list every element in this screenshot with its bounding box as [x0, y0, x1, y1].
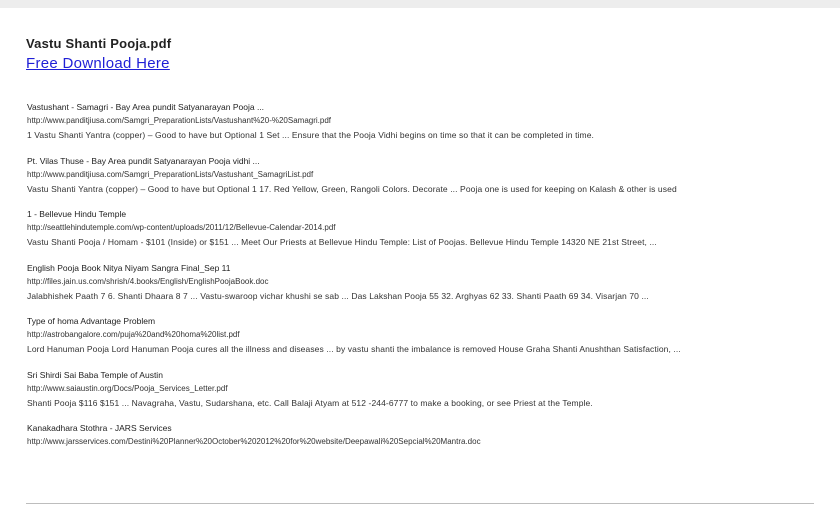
top-strip — [0, 0, 840, 8]
result-title[interactable]: English Pooja Book Nitya Niyam Sangra Final_Sep 11 — [27, 262, 231, 273]
result-title[interactable]: Kanakadhara Stothra - JARS Services — [27, 423, 172, 433]
result-snippet: Jalabhishek Paath 7 6. Shanti Dhaara 8 7 ... Vastu-swaroop vichar khushi se sab ... Das Lakshan Pooja 55 32. Arghyas 62 33. Shanti Paath 69 34. Visarjan 70 ... — [27, 290, 649, 301]
result-item — [27, 423, 817, 447]
result-url[interactable]: http://files.jain.us.com/shrish/4.books/English/EnglishPoojaBook.doc — [27, 276, 269, 286]
result-item — [27, 102, 817, 141]
free-download-link[interactable]: Free Download Here — [26, 55, 170, 72]
result-title[interactable]: Sri Shirdi Sai Baba Temple of Austin — [27, 369, 163, 380]
result-snippet: Lord Hanuman Pooja Lord Hanuman Pooja cures all the illness and diseases ... by vastu shanti the imbalance is removed House Graha Shanti Anushthan Satisfaction, ... — [27, 344, 681, 354]
result-url[interactable]: http://astrobangalore.com/puja%20and%20homa%20list.pdf — [27, 330, 240, 339]
document-title: Vastu Shanti Pooja.pdf — [26, 36, 172, 51]
page-divider — [26, 503, 814, 504]
result-title[interactable]: 1 - Bellevue Hindu Temple — [27, 209, 127, 219]
result-title[interactable]: Pt. Vilas Thuse - Bay Area pundit Satyanarayan Pooja vidhi ... — [27, 155, 260, 166]
search-results-list — [27, 102, 817, 462]
result-url[interactable]: http://www.panditjiusa.com/Samgri_PreparationLists/Vastushant%20-%20Samagri.pdf — [27, 116, 332, 125]
result-url[interactable]: http://seattlehindutemple.com/wp-content/uploads/2011/12/Bellevue-Calendar-2014.pdf — [27, 223, 336, 232]
result-title[interactable]: Vastushant - Samagri - Bay Area pundit Satyanarayan Pooja ... — [27, 102, 265, 112]
result-snippet: Vastu Shanti Pooja / Homam - $101 (Inside) or $151 ... Meet Our Priests at Bellevue Hindu Temple: List of Poojas. Bellevue Hindu Temple 14320 NE 21st Street, ... — [27, 237, 657, 247]
result-item — [27, 156, 817, 195]
result-snippet: Shanti Pooja $116 $151 ... Navagraha, Vastu, Sudarshana, etc. Call Balaji Atyam at 512 -244-6777 to make a booking, or see Priest at the Temple. — [27, 397, 593, 408]
result-url[interactable]: http://www.saiaustin.org/Docs/Pooja_Services_Letter.pdf — [27, 383, 228, 393]
result-url[interactable]: http://www.jarsservices.com/Destini%20Planner%20October%202012%20for%20website/Deepawali%20Sepcial%20Mantra.doc — [27, 437, 481, 446]
result-item — [27, 209, 817, 248]
result-title[interactable]: Type of homa Advantage Problem — [27, 316, 156, 326]
result-snippet: 1 Vastu Shanti Yantra (copper) – Good to have but Optional 1 Set ... Ensure that the Pooja Vidhi begins on time so that it can be completed in time. — [27, 130, 595, 140]
result-item — [27, 370, 817, 409]
result-item — [27, 263, 817, 302]
result-snippet: Vastu Shanti Yantra (copper) – Good to have but Optional 1 17. Red Yellow, Green, Rangoli Colors. Decorate ... Pooja one is used for keeping on Kalash & other is used — [27, 183, 677, 194]
result-url[interactable]: http://www.panditjiusa.com/Samgri_PreparationLists/Vastushant_SamagriList.pdf — [27, 169, 314, 179]
result-item — [27, 316, 817, 355]
